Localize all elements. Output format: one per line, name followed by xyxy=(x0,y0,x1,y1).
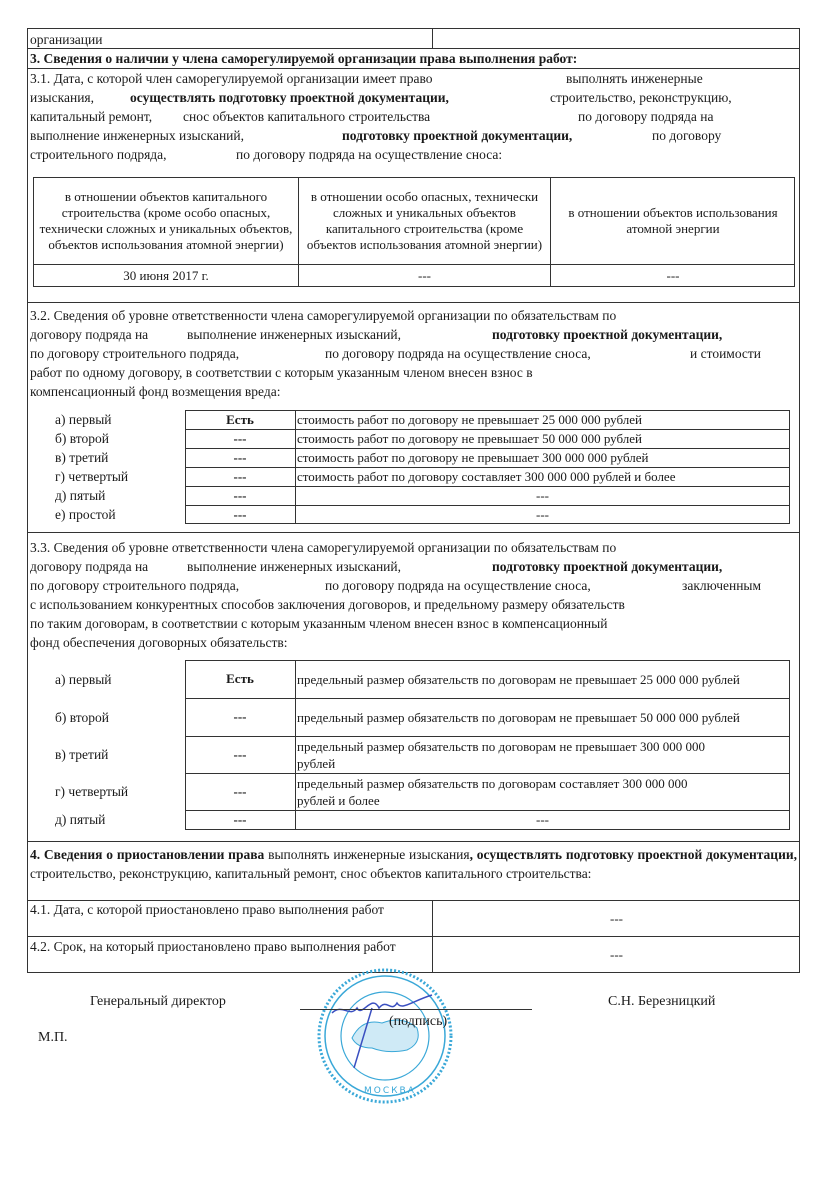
p31-text: капитальный ремонт, xyxy=(30,109,153,124)
t32-level: д) пятый xyxy=(55,488,106,503)
p32-text: выполнение инженерных изысканий, xyxy=(187,327,402,342)
t32-desc: стоимость работ по договору не превышает 50 000 000 рублей xyxy=(297,430,642,446)
signer-position: Генеральный директор xyxy=(90,994,226,1009)
s4-row-label: 4.1. Дата, с которой приостановлено право выполнения работ xyxy=(30,902,384,917)
p33-text: с использованием конкурентных способов заключения договоров, и предельному размеру обязательств xyxy=(30,597,625,612)
s4-bold: , осуществлять подготовку проектной документации, xyxy=(469,847,798,862)
p32-text: подготовку проектной документации, xyxy=(492,327,723,342)
section4-heading xyxy=(30,845,797,883)
s4-row-value: --- xyxy=(610,910,623,926)
p31-text: 3.1. Дата, с которой член саморегулируемой организации имеет право xyxy=(30,71,433,86)
p31-text: выполнять инженерные xyxy=(566,71,703,86)
t33-level: а) первый xyxy=(55,672,112,687)
s4-row-value: --- xyxy=(610,947,623,962)
t31-value: --- xyxy=(418,268,431,283)
t31-value: --- xyxy=(666,268,680,283)
t33-level: д) пятый xyxy=(55,812,106,827)
p31-text: изыскания, xyxy=(30,90,94,105)
p33-text: заключенным xyxy=(682,578,762,593)
p33-text: фонд обеспечения договорных обязательств: xyxy=(30,635,288,650)
s4-row-label: 4.2. Срок, на который приостановлено право выполнения работ xyxy=(30,939,396,954)
p31-text: строительство, реконструкцию, xyxy=(550,90,732,105)
p31-text: по договору подряда на xyxy=(578,109,714,124)
p33-text: по таким договорам, в соответствии с которым указанным членом внесен взнос в компенсационный xyxy=(30,616,608,631)
t32-level: е) простой xyxy=(55,507,116,522)
section3-heading: 3. Сведения о наличии у члена саморегулируемой организации права выполнения работ: xyxy=(30,51,578,66)
p33-text: по договору подряда на осуществление сноса, xyxy=(325,578,591,593)
t32-level: г) четвертый xyxy=(55,469,129,484)
top-row xyxy=(27,28,800,49)
p31-text: по договору подряда на осуществление сноса: xyxy=(236,147,503,162)
p33-text: подготовку проектной документации, xyxy=(492,559,723,574)
p32-text: договору подряда на xyxy=(30,327,149,342)
t32-level: а) первый xyxy=(55,412,112,427)
t32-status: --- xyxy=(233,506,247,522)
t32-level: в) третий xyxy=(55,450,109,465)
t33-desc: предельный размер обязательств по договорам составляет 300 000 000 рублей и более xyxy=(297,776,688,808)
p33-text: 3.3. Сведения об уровне ответственности члена саморегулируемой организации по обязательствам по xyxy=(30,540,617,555)
s4-text: выполнять инженерные изыскания xyxy=(264,847,470,862)
t32-status: --- xyxy=(233,449,247,465)
p32-text: компенсационный фонд возмещения вреда: xyxy=(30,384,281,399)
p32-text: и стоимости xyxy=(690,346,762,361)
t32-desc: стоимость работ по договору составляет 300 000 000 рублей и более xyxy=(297,468,676,484)
p31-text: выполнение инженерных изысканий, xyxy=(30,128,245,143)
company-stamp-icon xyxy=(312,968,462,1108)
t32-desc: стоимость работ по договору не превышает 300 000 000 рублей xyxy=(297,449,649,465)
p33-text: выполнение инженерных изысканий, xyxy=(187,559,402,574)
p32-text: по договору подряда на осуществление сноса, xyxy=(325,346,591,361)
divider xyxy=(432,28,433,49)
t32-level: б) второй xyxy=(55,431,109,446)
t33-desc: предельный размер обязательств по договорам не превышает 300 000 000 рублей xyxy=(297,739,705,771)
t31-header: в отношении особо опасных, технически сложных и уникальных объектов капитального строительства (кроме объектов использования атомной энергии) xyxy=(306,189,543,252)
t32-desc: --- xyxy=(536,487,549,503)
t32-status: --- xyxy=(233,487,247,503)
t31-header: в отношении объектов использования атомной энергии xyxy=(568,205,778,236)
p31-text: подготовку проектной документации, xyxy=(342,128,573,143)
p32-text: по договору строительного подряда, xyxy=(30,346,240,361)
t33-status: --- xyxy=(233,812,247,827)
p31-text: по договору xyxy=(652,128,722,143)
p32-text: работ по одному договору, в соответствии с которым указанным членом внесен взнос в xyxy=(30,365,533,380)
p33-text: договору подряда на xyxy=(30,559,149,574)
p33-text: по договору строительного подряда, xyxy=(30,578,240,593)
svg-text:МОСКВА: МОСКВА xyxy=(364,1086,416,1096)
t32-desc: --- xyxy=(536,506,549,522)
t33-desc: предельный размер обязательств по договорам не превышает 50 000 000 рублей xyxy=(297,709,740,725)
s4-text: строительство, реконструкцию, капитальный ремонт, снос объектов капитального строительства: xyxy=(30,866,592,881)
signer-name: С.Н. Березницкий xyxy=(608,994,716,1009)
p31-text: осуществлять подготовку проектной документации, xyxy=(130,90,449,105)
t32-status: --- xyxy=(233,430,247,446)
top-row-text: организации xyxy=(30,32,103,47)
t33-status: --- xyxy=(233,709,247,724)
mp-label: М.П. xyxy=(38,1030,68,1045)
signature-caption: (подпись) xyxy=(389,1014,448,1029)
t33-desc: предельный размер обязательств по договорам не превышает 25 000 000 рублей xyxy=(297,671,740,687)
t33-desc: --- xyxy=(536,812,549,827)
t31-value: 30 июня 2017 г. xyxy=(123,268,209,283)
t33-status: Есть xyxy=(226,671,254,686)
s4-bold: 4. Сведения о приостановлении права xyxy=(30,847,265,862)
t33-level: в) третий xyxy=(55,747,109,762)
t31-header: в отношении объектов капитального строительства (кроме особо опасных, технически сложных и уникальных объектов, объектов использования атомной энергии) xyxy=(39,189,293,252)
t33-status: --- xyxy=(233,746,247,762)
t33-level: б) второй xyxy=(55,710,109,725)
p31-text: снос объектов капитального строительства xyxy=(183,109,431,124)
t32-status: Есть xyxy=(226,411,254,427)
t33-level: г) четвертый xyxy=(55,784,129,799)
p31-text: строительного подряда, xyxy=(30,147,167,162)
t33-status: --- xyxy=(233,783,247,799)
signature-line xyxy=(300,1009,532,1010)
t32-desc: стоимость работ по договору не превышает 25 000 000 рублей xyxy=(297,411,642,427)
p32-text: 3.2. Сведения об уровне ответственности члена саморегулируемой организации по обязательствам по xyxy=(30,308,617,323)
t32-status: --- xyxy=(233,468,247,484)
